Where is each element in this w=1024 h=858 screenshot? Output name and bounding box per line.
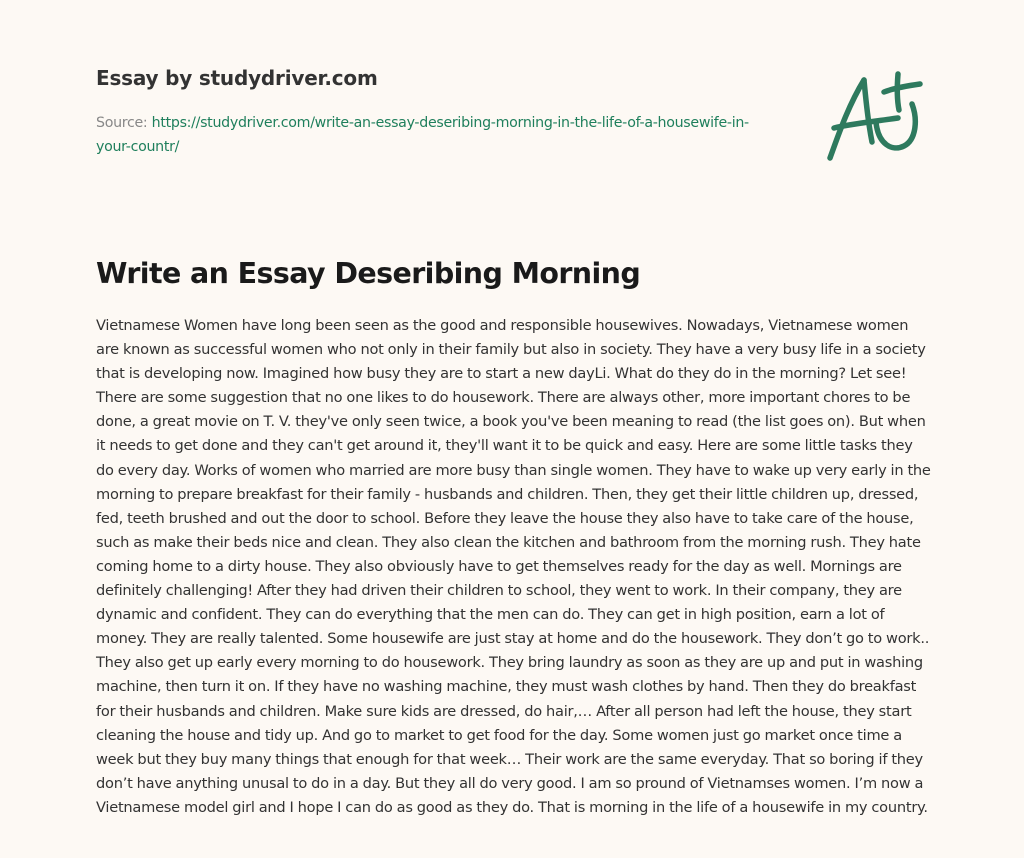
a-plus-grade-icon bbox=[820, 66, 930, 166]
source-link[interactable]: https://studydriver.com/write-an-essay-deseribing-morning-in-the-life-of-a-housewife-in-your-countr/ bbox=[96, 115, 749, 155]
source-line bbox=[96, 111, 776, 159]
essay-title: Write an Essay Deseribing Morning bbox=[96, 257, 641, 290]
page-header bbox=[96, 64, 776, 159]
site-title: Essay by studydriver.com bbox=[96, 66, 378, 90]
essay-body: Vietnamese Women have long been seen as the good and responsible housewives. Nowadays, Vietnamese women are known as successful women who not only in their family but also in society. They have a very busy life in a society that is developing now. Imagined how busy they are to start a new dayLi. What do they do in the morning? Let see! There are some suggestion that no one likes to do housework. There are always other, more important chores to be done, a great movie on T. V. they've only seen twice, a book you've been meaning to read (the list goes on). But when it needs to get done and they can't get around it, they'll want it to be quick and easy. Here are some little tasks they do every day. Works of women who married are more busy than single women. They have to wake up very early in the morning to prepare breakfast for their family - husbands and children. Then, they get their little children up, dressed, fed, teeth brushed and out the door to school. Before they leave the house they also have to take care of the house, such as make their beds nice and clean. They also clean the kitchen and bathroom from the morning rush. They hate coming home to a dirty house. They also obviously have to get themselves ready for the day as well. Mornings are definitely challenging! After they had driven their children to school, they went to work. In their company, they are dynamic and confident. They can do everything that the men can do. They can get in high position, earn a lot of money. They are really talented. Some housewife are just stay at home and do the housework. They don’t go to work.. They also get up early every morning to do housework. They bring laundry as soon as they are up and put in washing machine, then turn it on. If they have no washing machine, they must wash clothes by hand. Then they do breakfast for their husbands and children. Make sure kids are dressed, do hair,… After all person had left the house, they start cleaning the house and tidy up. And go to market to get food for the day. Some women just go market once time a week but they buy many things that enough for that week… Their work are the same everyday. That so boring if they don’t have anything unusal to do in a day. But they all do very good. I am so pround of Vietnamses women. I’m now a Vietnamese model girl and I hope I can do as good as they do. That is morning in the life of a housewife in my country. bbox=[96, 317, 931, 816]
source-label: Source: bbox=[96, 115, 148, 131]
